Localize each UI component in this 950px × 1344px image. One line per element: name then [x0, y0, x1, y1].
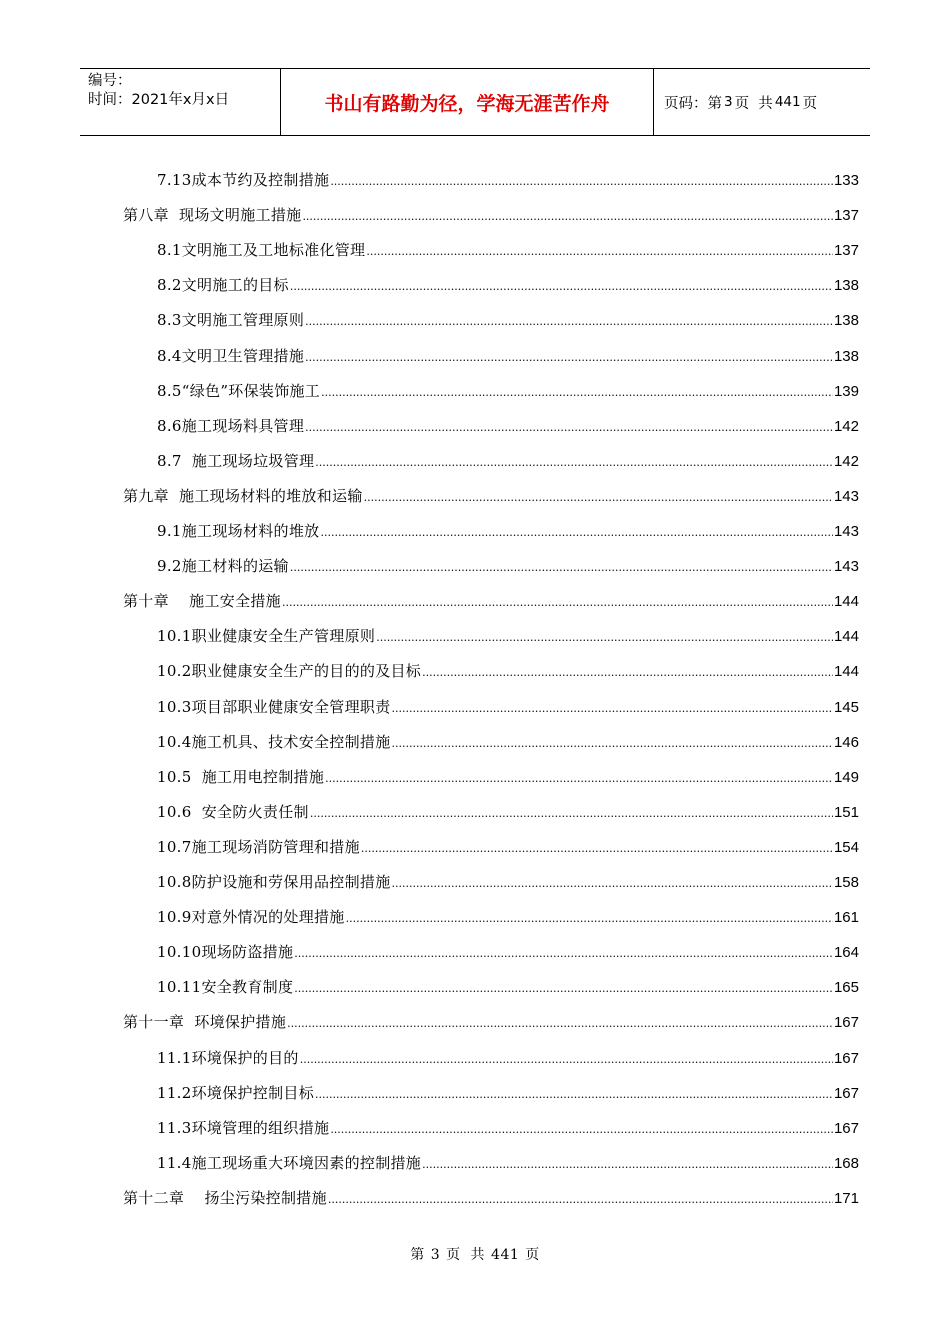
toc-entry-title: 10.3项目部职业健康安全管理职责 [157, 697, 391, 716]
toc-dot-leader [325, 761, 833, 796]
toc-entry-page: 142 [833, 452, 859, 470]
toc-entry-page: 171 [833, 1189, 859, 1207]
toc-dot-leader [392, 866, 833, 901]
toc-dot-leader [330, 1112, 833, 1147]
toc-dot-leader [366, 234, 833, 269]
toc-entry-page: 138 [833, 347, 859, 365]
page-footer [0, 1244, 950, 1264]
toc-entry-page: 137 [833, 242, 859, 260]
toc-dot-leader [364, 480, 833, 515]
toc-dot-leader [302, 199, 833, 234]
header-page-mid: 页 共 [734, 95, 773, 112]
toc-section-entry[interactable] [157, 409, 859, 444]
toc-section-entry[interactable] [157, 725, 859, 760]
header-page-info [654, 69, 870, 135]
header-page-total: 441 [774, 94, 801, 110]
toc-entry-page: 167 [833, 1049, 859, 1067]
toc-dot-leader [422, 1147, 833, 1182]
toc-chapter-entry[interactable] [123, 479, 859, 514]
toc-dot-leader [321, 375, 833, 410]
toc-entry-page: 149 [833, 768, 859, 786]
toc-chapter-entry[interactable] [123, 1181, 859, 1216]
toc-entry-page: 138 [833, 312, 859, 330]
toc-entry-title: 8.4文明卫生管理措施 [157, 346, 305, 365]
toc-entry-page: 146 [833, 733, 859, 751]
toc-section-entry[interactable] [157, 163, 859, 198]
toc-section-entry[interactable] [157, 795, 859, 830]
toc-section-entry[interactable] [157, 1076, 859, 1111]
toc-dot-leader [320, 515, 833, 550]
toc-entry-title: 10.6 安全防火责任制 [157, 802, 309, 821]
toc-dot-leader [294, 936, 833, 971]
toc-dot-leader [310, 796, 833, 831]
toc-section-entry[interactable] [157, 935, 859, 970]
toc-section-entry[interactable] [157, 268, 859, 303]
toc-dot-leader [328, 1182, 833, 1217]
toc-dot-leader [376, 620, 833, 655]
toc-entry-title: 第十二章 扬尘污染控制措施 [123, 1188, 327, 1207]
toc-entry-title: 第十一章 环境保护措施 [123, 1013, 287, 1032]
toc-section-entry[interactable] [157, 830, 859, 865]
toc-dot-leader [392, 691, 833, 726]
toc-entry-page: 133 [833, 172, 859, 189]
toc-entry-title: 10.4施工机具、技术安全控制措施 [157, 732, 391, 751]
toc-dot-leader [315, 445, 833, 480]
toc-section-entry[interactable] [157, 549, 859, 584]
toc-entry-title: 8.6施工现场料具管理 [157, 416, 305, 435]
footer-suffix: 页 [525, 1247, 540, 1263]
toc-entry-page: 139 [833, 382, 859, 400]
toc-entry-title: 8.3文明施工管理原则 [157, 311, 305, 330]
toc-entry-title: 10.9对意外情况的处理措施 [157, 908, 345, 927]
toc-section-entry[interactable] [157, 444, 859, 479]
toc-entry-title: 11.2环境保护控制目标 [157, 1083, 314, 1102]
toc-section-entry[interactable] [157, 690, 859, 725]
toc-entry-page: 138 [833, 277, 859, 295]
toc-section-entry[interactable] [157, 339, 859, 374]
toc-entry-page: 151 [833, 803, 859, 821]
toc-dot-leader [392, 726, 833, 761]
toc-entry-title: 8.5“绿色”环保装饰施工 [157, 381, 321, 400]
header-motto: 书山有路勤为径，学海无涯苦作舟 [281, 69, 654, 135]
toc-entry-title: 8.1文明施工及工地标准化管理 [157, 241, 366, 260]
time-label: 时间：2021年x月x日 [88, 92, 230, 108]
header-page-prefix: 页码：第 [664, 95, 722, 112]
toc-section-entry[interactable] [157, 374, 859, 409]
toc-entry-page: 167 [833, 1119, 859, 1137]
toc-section-entry[interactable] [157, 900, 859, 935]
toc-entry-page: 164 [833, 944, 859, 962]
toc-dot-leader [305, 340, 833, 375]
toc-entry-title: 10.2职业健康安全生产的目的的及目标 [157, 662, 422, 681]
toc-entry-page: 158 [833, 874, 859, 891]
toc-entry-page: 143 [833, 487, 859, 505]
toc-dot-leader [422, 655, 833, 690]
toc-entry-page: 145 [833, 698, 859, 716]
toc-dot-leader [287, 1006, 833, 1041]
toc-entry-title: 9.2施工材料的运输 [157, 557, 289, 576]
footer-page-number: 3 [430, 1247, 441, 1263]
toc-entry-title: 第九章 施工现场材料的堆放和运输 [123, 486, 363, 505]
toc-dot-leader [300, 1042, 833, 1077]
toc-entry-title: 第十章 施工安全措施 [123, 592, 281, 611]
toc-dot-leader [361, 831, 833, 866]
toc-section-entry[interactable] [157, 865, 859, 900]
toc-entry-page: 144 [833, 663, 859, 681]
toc-dot-leader [294, 971, 833, 1006]
toc-dot-leader [346, 901, 833, 936]
toc-entry-title: 第八章 现场文明施工措施 [123, 206, 302, 225]
toc-section-entry[interactable] [157, 970, 859, 1005]
toc-dot-leader [290, 269, 833, 304]
footer-mid: 页 共 [446, 1247, 486, 1263]
header-info [80, 69, 281, 135]
toc-dot-leader [282, 585, 833, 620]
toc-section-entry[interactable] [157, 1146, 859, 1181]
toc-entry-page: 168 [833, 1154, 859, 1172]
toc-entry-page: 167 [833, 1084, 859, 1102]
toc-section-entry[interactable] [157, 233, 859, 268]
toc-entry-title: 10.7施工现场消防管理和措施 [157, 837, 360, 856]
footer-prefix: 第 [410, 1247, 425, 1263]
toc-section-entry[interactable] [157, 514, 859, 549]
toc-entry-page: 144 [833, 628, 859, 646]
toc-entry-page: 165 [833, 979, 859, 997]
toc-entry-title: 7.13成本节约及控制措施 [157, 171, 330, 189]
toc-entry-title: 11.3环境管理的组织措施 [157, 1118, 330, 1137]
toc-entry-page: 143 [833, 558, 859, 576]
header-page-number: 3 [724, 94, 733, 110]
toc-entry-page: 161 [833, 909, 859, 927]
toc-entry-title: 8.2文明施工的目标 [157, 276, 289, 295]
toc-entry-title: 10.5 施工用电控制措施 [157, 767, 325, 786]
toc-entry-title: 9.1施工现场材料的堆放 [157, 522, 320, 540]
toc-entry-page: 137 [833, 207, 859, 225]
footer-page-total: 441 [491, 1247, 520, 1263]
toc-entry-title: 11.1环境保护的目的 [157, 1048, 299, 1067]
toc-entry-title: 10.10现场防盗措施 [157, 943, 294, 962]
page-header [80, 68, 870, 136]
toc-section-entry[interactable] [157, 1111, 859, 1146]
toc-dot-leader [305, 304, 833, 339]
toc-dot-leader [305, 410, 833, 445]
toc-entry-title: 10.11安全教育制度 [157, 978, 294, 997]
toc-section-entry[interactable] [157, 654, 859, 689]
toc-chapter-entry[interactable] [123, 1005, 859, 1040]
toc-entry-title: 11.4施工现场重大环境因素的控制措施 [157, 1153, 422, 1172]
toc-chapter-entry[interactable] [123, 584, 859, 619]
toc-dot-leader [330, 164, 833, 199]
header-page-suffix: 页 [802, 95, 818, 112]
toc-entry-page: 167 [833, 1014, 859, 1032]
toc-entry-page: 142 [833, 417, 859, 435]
toc-section-entry[interactable] [157, 619, 859, 654]
serial-label: 编号： [88, 73, 132, 89]
toc-entry-title: 8.7 施工现场垃圾管理 [157, 451, 315, 470]
toc-section-entry[interactable] [157, 760, 859, 795]
toc-section-entry[interactable] [157, 1041, 859, 1076]
toc-dot-leader [315, 1077, 833, 1112]
toc-section-entry[interactable] [157, 303, 859, 338]
toc-chapter-entry[interactable] [123, 198, 859, 233]
toc-dot-leader [290, 550, 833, 585]
toc-entry-page: 144 [833, 593, 859, 611]
toc-entry-title: 10.1职业健康安全生产管理原则 [157, 627, 376, 646]
toc-entry-title: 10.8防护设施和劳保用品控制措施 [157, 873, 391, 891]
toc-entry-page: 154 [833, 838, 859, 856]
toc-entry-page: 143 [833, 523, 859, 540]
